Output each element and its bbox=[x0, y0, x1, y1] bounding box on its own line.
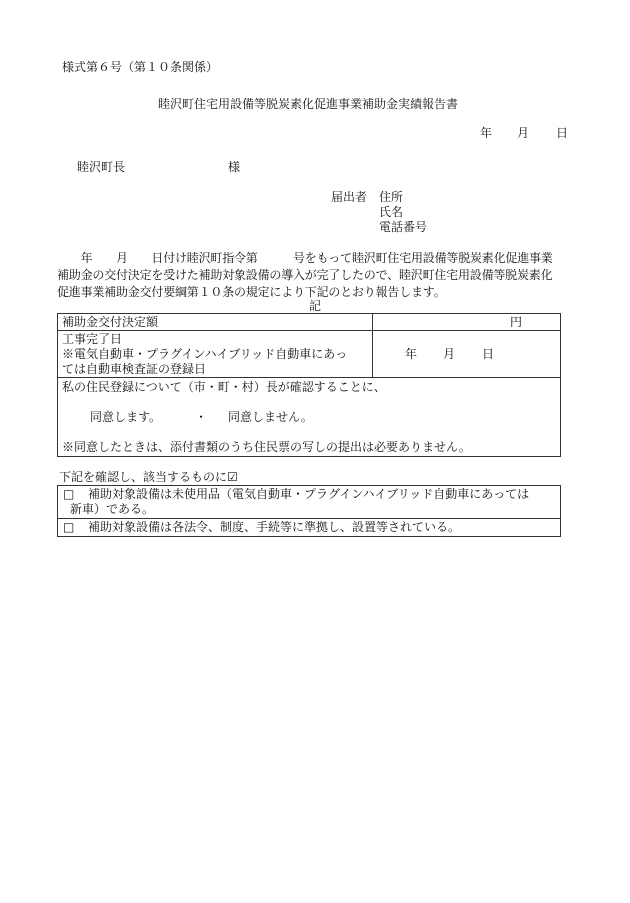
applicant-label: 届出者 bbox=[331, 190, 368, 204]
grant-amount-label: 補助金交付決定額 bbox=[62, 315, 159, 329]
addressee-honorific: 様 bbox=[228, 160, 241, 174]
form-number: 様式第６号（第１０条関係） bbox=[62, 60, 219, 74]
checklist-table bbox=[57, 485, 561, 537]
address-label: 住所 bbox=[379, 190, 404, 204]
consent-agree-option[interactable]: 同意します。 bbox=[90, 410, 162, 424]
checklist-text-unused-cont: 新車）である。 bbox=[70, 502, 155, 516]
completion-date-row bbox=[58, 331, 560, 378]
date-year: 年 bbox=[480, 126, 493, 140]
completion-year: 年 bbox=[405, 347, 418, 361]
checklist-text-unused: 補助対象設備は未使用品（電気自動車・プラグインハイブリッド自動車にあっては bbox=[88, 487, 530, 501]
consent-intro: 私の住民登録について（市・町・村）長が確認することに、 bbox=[62, 380, 386, 394]
checkbox-compliance[interactable]: □ bbox=[63, 520, 75, 534]
report-table bbox=[57, 313, 561, 457]
name-label: 氏名 bbox=[379, 205, 404, 219]
checklist-text-compliance: 補助対象設備は各法令、制度、手続等に準拠し、設置等されている。 bbox=[88, 520, 461, 534]
checklist-item bbox=[58, 519, 560, 536]
consent-separator: ・ bbox=[195, 410, 208, 424]
page-title: 睦沢町住宅用設備等脱炭素化促進事業補助金実績報告書 bbox=[158, 97, 459, 111]
completion-month: 月 bbox=[443, 347, 456, 361]
consent-row bbox=[58, 378, 560, 456]
checkbox-unused-item[interactable]: □ bbox=[63, 487, 75, 501]
confirm-intro: 下記を確認し、該当するものに☑ bbox=[59, 470, 238, 484]
date-month: 月 bbox=[517, 126, 530, 140]
ki-label: 記 bbox=[309, 299, 322, 313]
grant-amount-unit: 円 bbox=[510, 315, 523, 329]
addressee-name: 睦沢町長 bbox=[77, 160, 126, 174]
consent-note: ※同意したときは、添付書類のうち住民票の写しの提出は必要ありません。 bbox=[62, 440, 471, 454]
grant-amount-row bbox=[58, 314, 560, 331]
consent-disagree-option[interactable]: 同意しません。 bbox=[228, 410, 313, 424]
completion-label: 工事完了日 ※電気自動車・プラグインハイブリッド自動車にあっ ては自動車検査証の登録日 bbox=[62, 332, 348, 376]
body-paragraph: 年 月 日付け睦沢町指令第 号をもって睦沢町住宅用設備等脱炭素化促進事業補助金の交付決定を受けた補助対象設備の導入が完了したので、睦沢町住宅用設備等脱炭素化促進事業補助金交付要綱第１０条の規定により下記のとおり報告します。 bbox=[57, 251, 553, 299]
date-day: 日 bbox=[556, 126, 569, 140]
completion-day: 日 bbox=[482, 347, 495, 361]
phone-label: 電話番号 bbox=[379, 220, 428, 234]
checklist-item bbox=[58, 486, 560, 519]
